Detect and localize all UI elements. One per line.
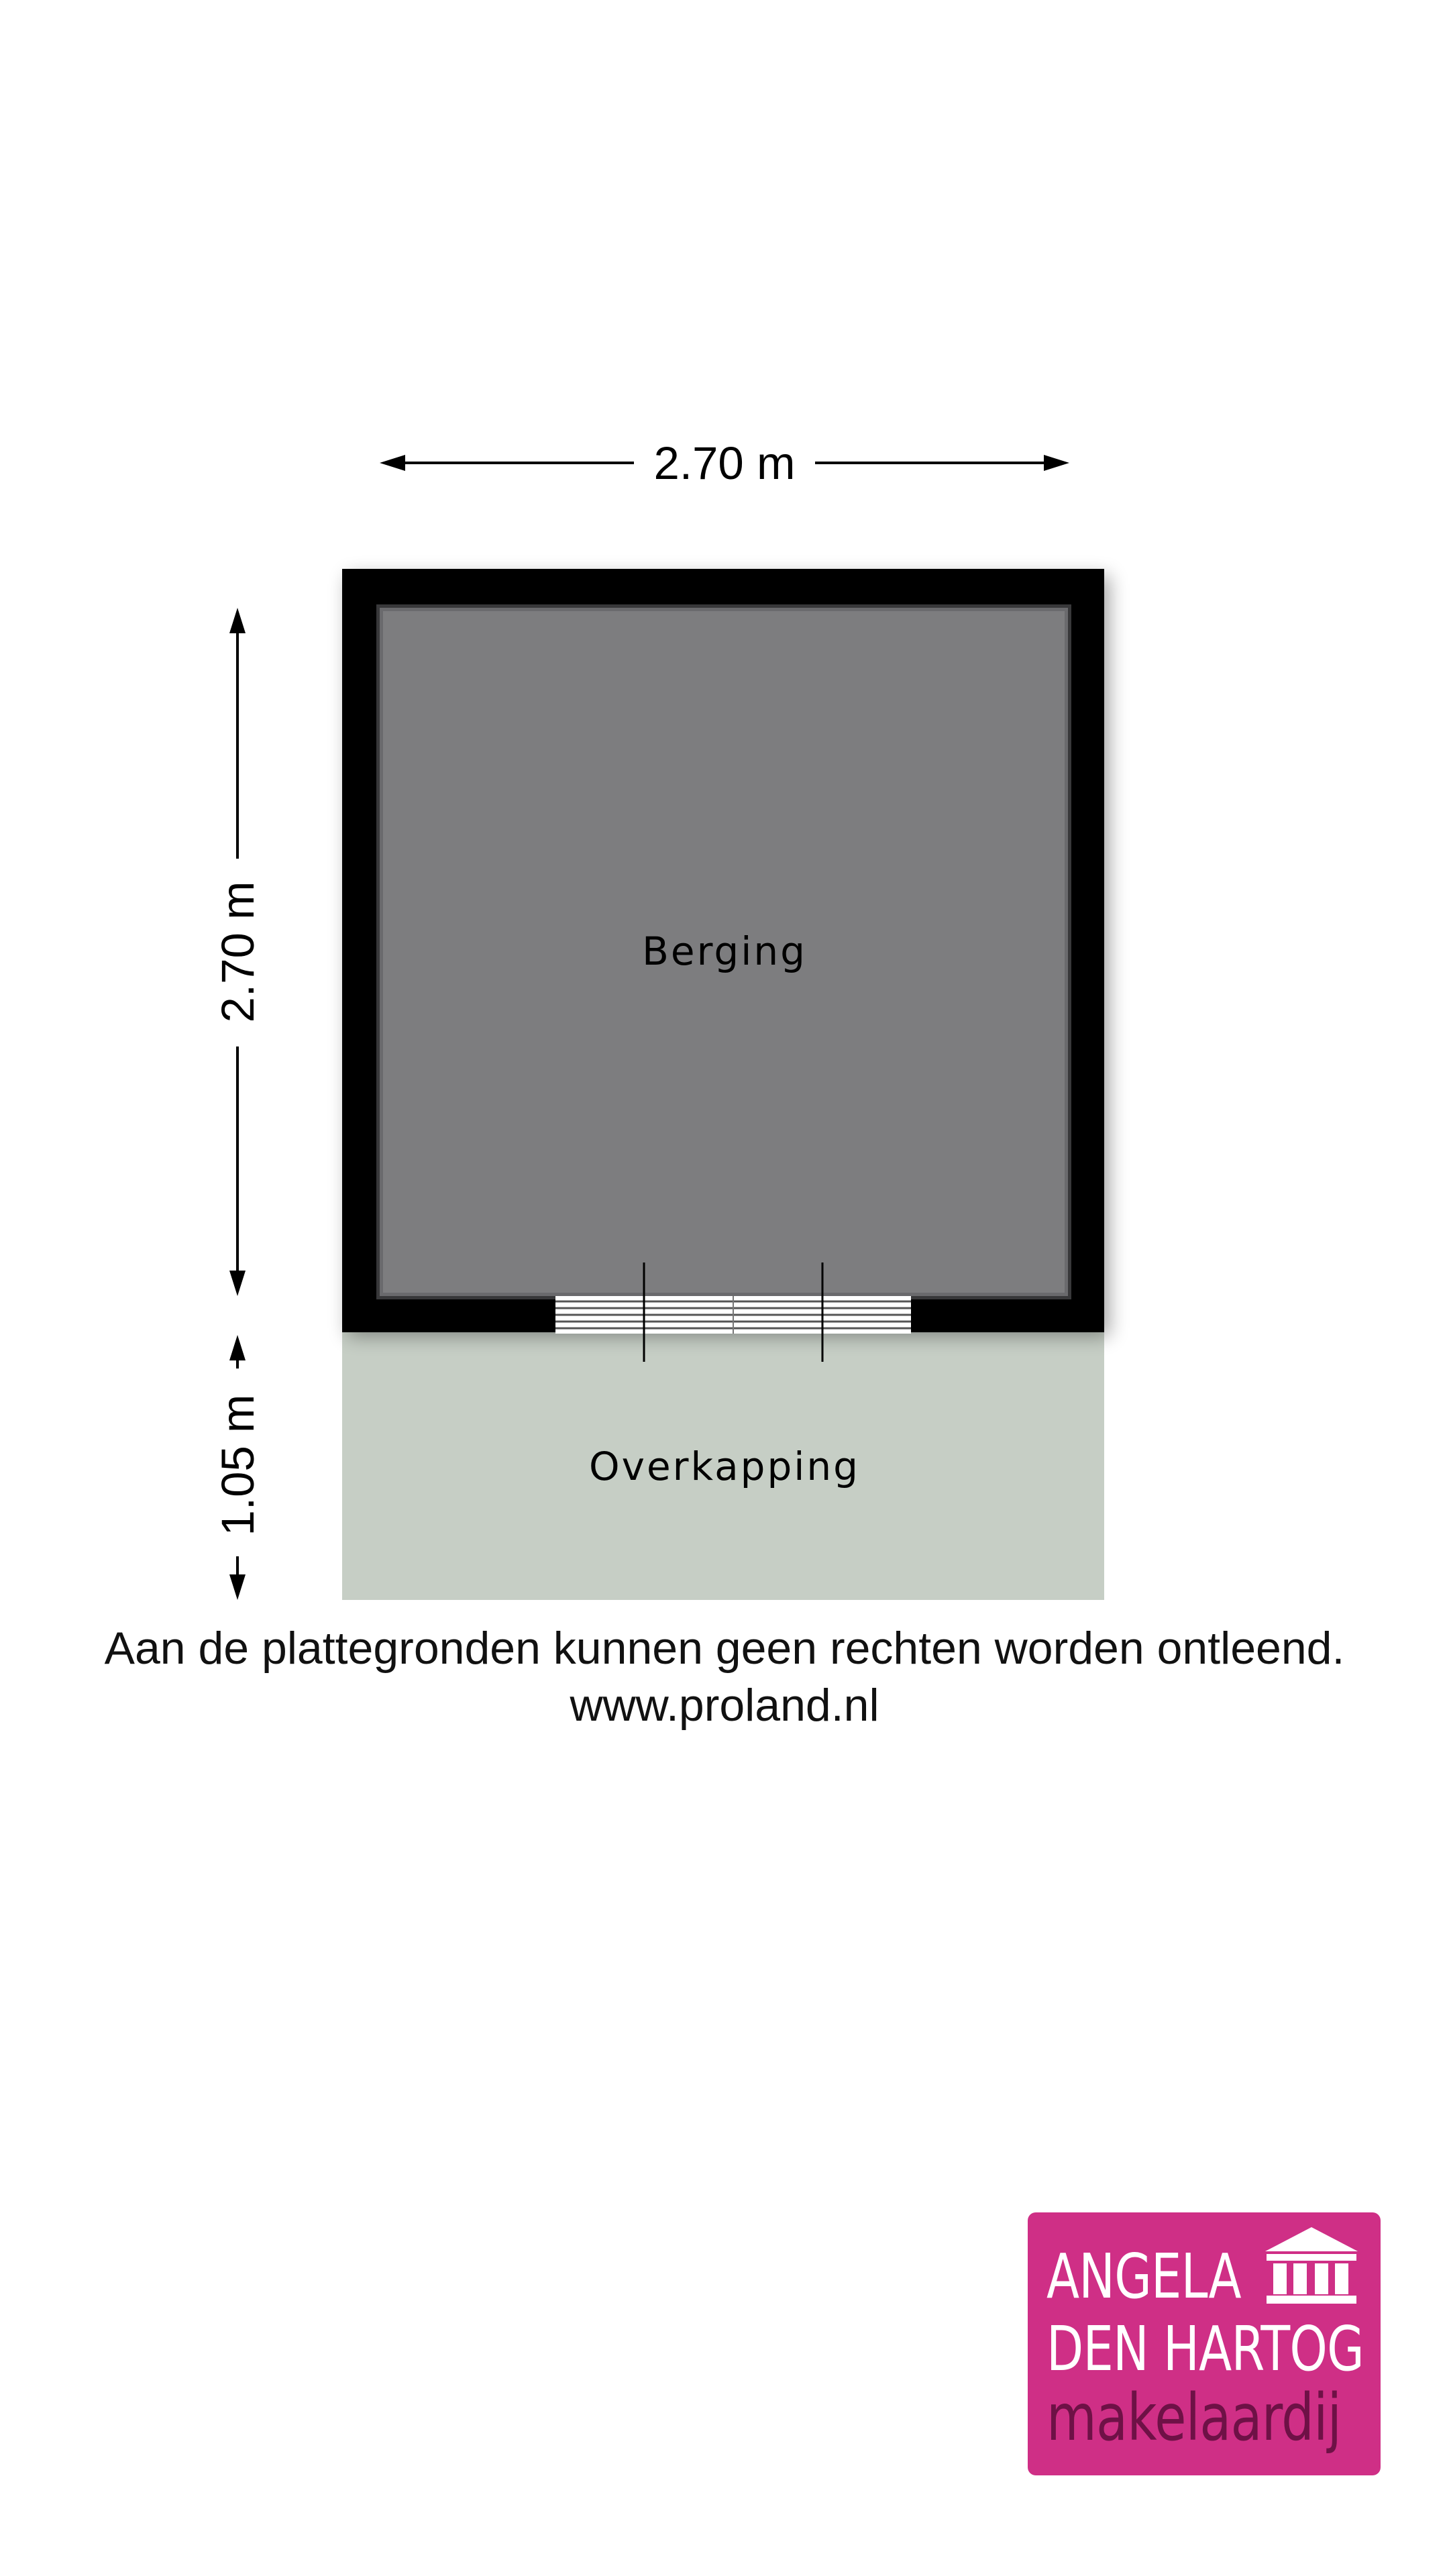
website-link[interactable]: www.proland.nl	[570, 1680, 879, 1731]
left-dimension-overkapping	[212, 1335, 264, 1600]
top-dimension	[380, 437, 1069, 489]
logo-line-angela: ANGELA	[1046, 2241, 1241, 2312]
logo-line-den-hartog: DEN HARTOG	[1046, 2313, 1364, 2385]
room-label-berging: Berging	[642, 928, 807, 974]
building-columns-icon	[1261, 2224, 1362, 2309]
disclaimer-text: Aan de plattegronden kunnen geen rechten worden ontleend.	[104, 1623, 1345, 1674]
left-dimension-berging	[212, 608, 264, 1296]
left-dimension-berging-label: 2.70 m	[212, 881, 264, 1023]
agency-logo	[1028, 2212, 1381, 2475]
top-dimension-label: 2.70 m	[653, 437, 796, 489]
room-label-overkapping: Overkapping	[589, 1444, 860, 1489]
logo-line-makelaardij: makelaardij	[1046, 2380, 1342, 2455]
left-dimension-overkapping-label: 1.05 m	[212, 1394, 264, 1536]
